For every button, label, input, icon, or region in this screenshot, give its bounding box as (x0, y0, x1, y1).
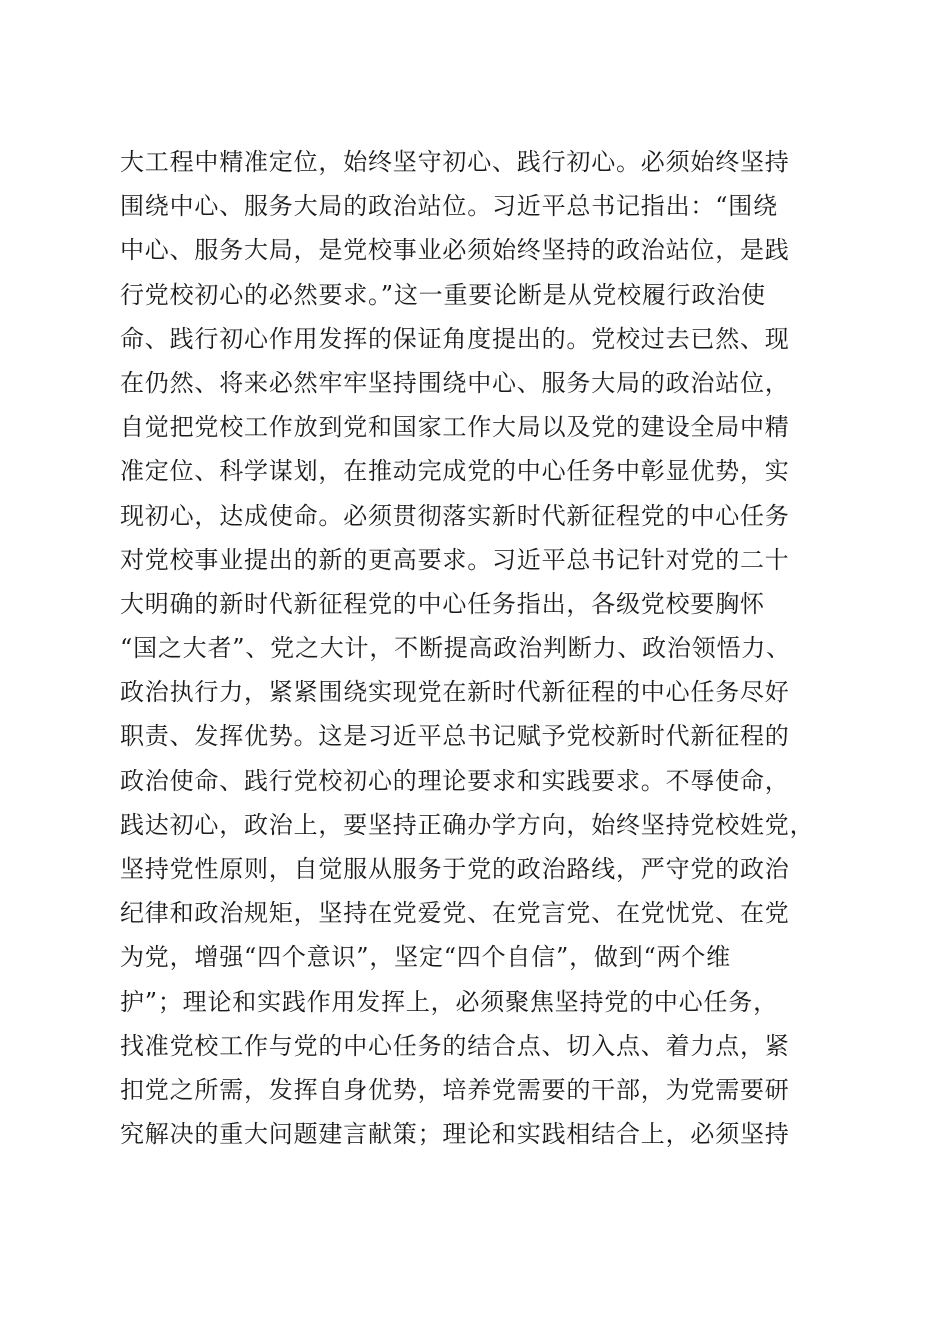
text-line: 践达初心，政治上，要坚持正确办学方向，始终坚持党校姓党， (120, 810, 815, 839)
text-line: 在仍然、将来必然牢牢坚持围绕中心、服务大局的政治站位， (120, 368, 790, 397)
text-line: 行党校初心的必然要求。”这一重要论断是从党校履行政治使 (120, 280, 766, 309)
text-line: 职责、发挥优势。这是习近平总书记赋予党校新时代新征程的 (120, 722, 790, 751)
text-line: 大明确的新时代新征程党的中心任务指出，各级党校要胸怀 (120, 589, 765, 618)
text-line: 政治使命、践行党校初心的理论要求和实践要求。不辱使命， (120, 766, 790, 795)
text-line: 政治执行力，紧紧围绕实现党在新时代新征程的中心任务尽好 (120, 678, 790, 707)
text-line: 围绕中心、服务大局的政治站位。习近平总书记指出：“围绕 (120, 192, 778, 221)
text-line: 准定位、科学谋划，在推动完成党的中心任务中彰显优势，实 (120, 457, 790, 486)
body-text (120, 140, 840, 1156)
text-line: 现初心，达成使命。必须贯彻落实新时代新征程党的中心任务 (120, 501, 790, 530)
text-line: 中心、服务大局，是党校事业必须始终坚持的政治站位，是践 (120, 236, 790, 265)
text-line: 纪律和政治规矩，坚持在党爱党、在党言党、在党忧党、在党 (120, 899, 790, 928)
text-line: 命、践行初心作用发挥的保证角度提出的。党校过去已然、现 (120, 324, 790, 353)
text-line: 对党校事业提出的新的更高要求。习近平总书记针对党的二十 (120, 545, 790, 574)
text-line: “国之大者”、党之大计，不断提高政治判断力、政治领悟力、 (120, 634, 791, 663)
text-line: 自觉把党校工作放到党和国家工作大局以及党的建设全局中精 (120, 413, 790, 442)
text-line: 究解决的重大问题建言献策；理论和实践相结合上，必须坚持 (120, 1120, 790, 1149)
text-line: 坚持党性原则，自觉服从服务于党的政治路线，严守党的政治 (120, 855, 790, 883)
text-line: 为党，增强“四个意识”，坚定“四个自信”，做到“两个维 (120, 943, 731, 972)
text-line: 扣党之所需，发挥自身优势，培养党需要的干部，为党需要研 (120, 1075, 790, 1104)
text-line: 找准党校工作与党的中心任务的结合点、切入点、着力点，紧 (120, 1031, 790, 1060)
text-line: 大工程中精准定位，始终坚守初心、践行初心。必须始终坚持 (120, 148, 790, 176)
text-line: 护”；理论和实践作用发挥上，必须聚焦坚持党的中心任务， (120, 987, 778, 1016)
